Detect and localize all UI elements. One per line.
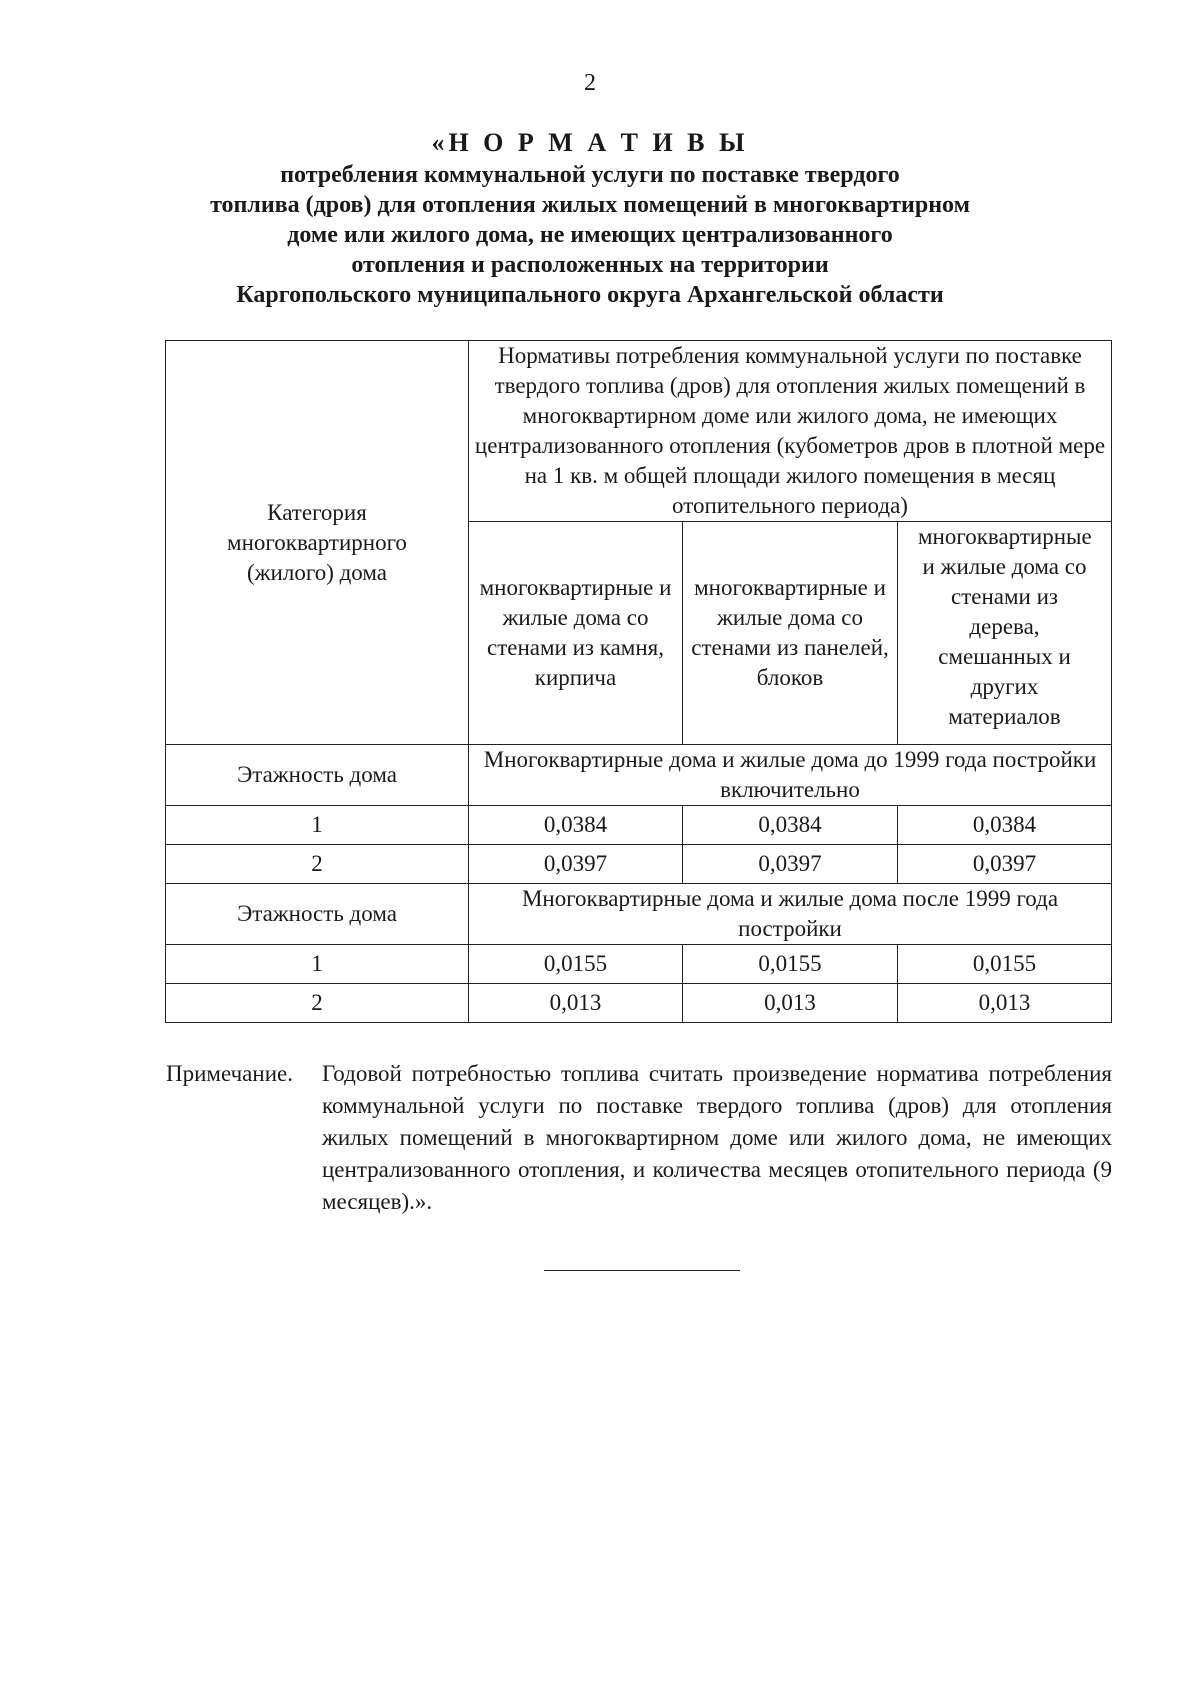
category-header: Категория многоквартирного (жилого) дома: [166, 341, 469, 745]
value-cell: 0,0397: [898, 845, 1112, 884]
wall-type-stone: многоквартирные и жилые дома со стенами из камня, кирпича: [469, 522, 683, 745]
floors-cell: 2: [166, 984, 469, 1023]
floors-cell: 1: [166, 806, 469, 845]
period-label: Многоквартирные дома и жилые дома до 1999 года постройки включительно: [469, 745, 1112, 806]
note-block: [166, 1058, 1112, 1218]
value-cell: 0,0397: [683, 845, 898, 884]
subtitle-line: отопления и расположенных на территории: [351, 252, 829, 278]
value-cell: 0,0155: [469, 945, 683, 984]
note-text: Годовой потребностью топлива считать произведение норматива потребления коммунальной услуги по поставке твердого топлива (дров) для отопления жилых помещений в многоквартирном доме или жилого дома, не имеющих централизованного отопления, и количества месяцев отопительного периода (9 месяцев).».: [322, 1061, 1112, 1214]
value-cell: 0,0155: [898, 945, 1112, 984]
table-row: [166, 806, 1112, 845]
subtitle-line: потребления коммунальной услуги по поставке твердого: [280, 162, 900, 188]
floors-label: Этажность дома: [166, 745, 469, 806]
value-cell: 0,0155: [683, 945, 898, 984]
value-cell: 0,013: [898, 984, 1112, 1023]
wall-type-wood: многоквартирные и жилые дома со стенами из дерева, смешанных и других материалов: [898, 522, 1112, 745]
norms-header: Нормативы потребления коммунальной услуги по поставке твердого топлива (дров) для отопления жилых помещений в многоквартирном доме или жилого дома, не имеющих централизованного отопления (кубометров дров в плотной мере на 1 кв. м общей площади жилого помещения в месяц отопительного периода): [469, 341, 1112, 522]
subtitle-line: Каргопольского муниципального округа Архангельской области: [236, 282, 944, 308]
document-subtitle: [160, 160, 1020, 310]
table-row: [166, 984, 1112, 1023]
section-header-row: [166, 745, 1112, 806]
value-cell: 0,013: [683, 984, 898, 1023]
table-row: [166, 845, 1112, 884]
floors-cell: 1: [166, 945, 469, 984]
value-cell: 0,0384: [469, 806, 683, 845]
value-cell: 0,0384: [683, 806, 898, 845]
subtitle-line: топлива (дров) для отопления жилых помещений в многоквартирном: [210, 192, 970, 218]
floors-cell: 2: [166, 845, 469, 884]
value-cell: 0,0384: [898, 806, 1112, 845]
table-row: [166, 945, 1112, 984]
document-title: «Н О Р М А Т И В Ы: [431, 128, 749, 157]
page-number: 2: [584, 70, 596, 96]
separator-line: [544, 1270, 740, 1271]
floors-label: Этажность дома: [166, 884, 469, 945]
value-cell: 0,013: [469, 984, 683, 1023]
value-cell: 0,0397: [469, 845, 683, 884]
wall-type-panel: многоквартирные и жилые дома со стенами из панелей, блоков: [683, 522, 898, 745]
table-header-row: [166, 341, 1112, 522]
norms-table: [165, 340, 1112, 1023]
section-header-row: [166, 884, 1112, 945]
period-label: Многоквартирные дома и жилые дома после 1999 года постройки: [469, 884, 1112, 945]
note-label: Примечание.: [166, 1061, 293, 1086]
subtitle-line: доме или жилого дома, не имеющих централизованного: [287, 222, 893, 248]
